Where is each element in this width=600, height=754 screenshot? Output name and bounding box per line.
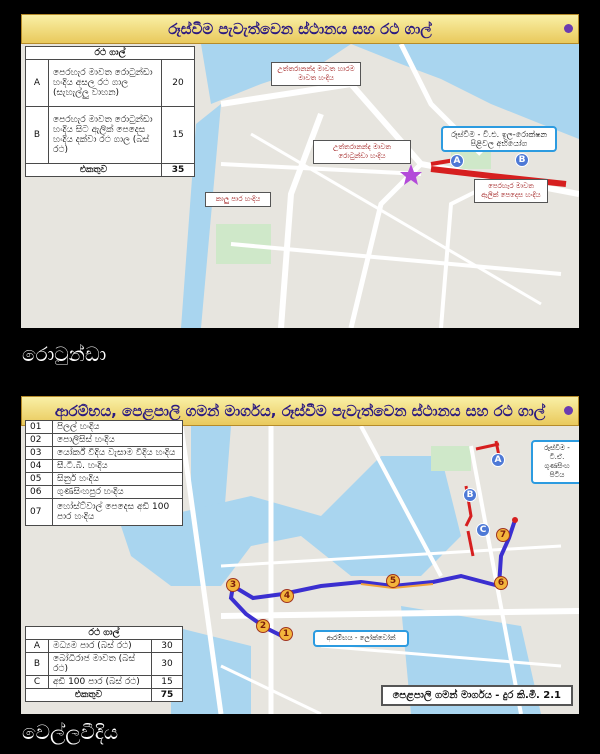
table-row <box>26 434 183 447</box>
junction-name: සිනුර් හංදිය <box>53 473 183 486</box>
row-count: 20 <box>162 60 195 107</box>
callout-junction-3: කාලු පාර හංදිය <box>205 192 271 207</box>
junction-number: 05 <box>26 473 53 486</box>
total-value: 35 <box>162 164 195 177</box>
route-marker-2: 2 <box>256 619 270 633</box>
table-row <box>26 689 183 702</box>
junction-number: 07 <box>26 499 53 526</box>
panel2-title: ආරම්භය, පෙළපාලි ගමන් මාර්ගය, රූස්වීම පැවැත්වෙන ස්ථානය සහ රථ ගාල් <box>21 396 579 426</box>
junction-name: පොලිසිස් හංදිය <box>53 434 183 447</box>
panel1-parking-table <box>25 46 195 177</box>
row-desc: බෝධිරාජ මාවත (බස් රථ) <box>49 653 152 676</box>
caption-wellawidiya: වෙල්ලවීදිය <box>22 720 119 744</box>
row-count: 30 <box>152 640 183 653</box>
row-id: C <box>26 676 49 689</box>
table-row <box>26 447 183 460</box>
panel1-title: රූස්වීම පැවැත්වෙන ස්ථානය සහ රථ ගාල් <box>21 14 579 44</box>
table-row <box>26 653 183 676</box>
table-row <box>26 460 183 473</box>
junction-name: පිලල් හංදිය <box>53 421 183 434</box>
rotunda-map-panel <box>21 14 579 328</box>
route-distance-label: පෙළපාලි ගමන් මාර්ගය - දුර කි.මී. 2.1 <box>381 685 573 706</box>
total-value: 75 <box>152 689 183 702</box>
table-row <box>26 473 183 486</box>
wellawidiya-map-panel <box>21 396 579 714</box>
table-row <box>26 640 183 653</box>
parking-marker-a: A <box>450 154 464 168</box>
table-row <box>26 676 183 689</box>
row-id: A <box>26 640 49 653</box>
venue-callout: රූස්වීම - වී.එ. ඉල-රොක්ෂන පිළිවල අභියෝග <box>441 126 557 152</box>
table-row <box>26 421 183 434</box>
row-desc: පෙරහැර මාවත රොටුන්ඩා හංදිය සිට ඇලික් පෙදෙස හංදිය දක්වා රථ ගාල (බස් රථ) <box>49 107 162 164</box>
parking-marker-c: C <box>476 523 490 537</box>
parking-marker-b: B <box>515 153 529 167</box>
menu-dot-icon <box>564 24 573 33</box>
row-count: 30 <box>152 653 183 676</box>
callout-junction-1: උත්තරානන්ද මාවත හාරම මාවත හංදිය <box>271 62 361 86</box>
menu-dot-icon <box>564 406 573 415</box>
table-row <box>26 164 195 177</box>
row-id: A <box>26 60 49 107</box>
parking-marker-b: B <box>463 488 477 502</box>
row-desc: අඩි 100 පාර (බස් රථ) <box>49 676 152 689</box>
junction-number: 01 <box>26 421 53 434</box>
callout-junction-4: පෙරහැර මාවත ඇලික් පෙදෙස හංදිය <box>474 179 548 203</box>
caption-rotunda: රොටුන්ඩා <box>22 342 107 366</box>
venue-callout: රූස්වීම - ටී.ඒ. ගුණසිංහ පිටිය <box>531 440 579 484</box>
route-marker-6: 6 <box>494 576 508 590</box>
route-junction-table <box>25 420 183 526</box>
junction-name: ගුණසිංහපුර හංදිය <box>53 486 183 499</box>
table-row <box>26 486 183 499</box>
table-row <box>26 499 183 526</box>
junction-number: 03 <box>26 447 53 460</box>
callout-junction-2: උත්තරානන්ද මාවත රොටුන්ඩා හංදිය <box>313 140 411 164</box>
row-count: 15 <box>152 676 183 689</box>
route-marker-5: 5 <box>386 574 400 588</box>
row-count: 15 <box>162 107 195 164</box>
junction-number: 02 <box>26 434 53 447</box>
junction-name: යෝර්ක් වීදිය වැසාම වීදිය හංදිය <box>53 447 183 460</box>
start-callout: ආරම්භය - ලෝක්වෝන් <box>313 630 409 647</box>
row-desc: මධ්‍යම පාර (බස් රථ) <box>49 640 152 653</box>
junction-name: සී.ටී.බී. හංදිය <box>53 460 183 473</box>
row-id: B <box>26 653 49 676</box>
route-marker-1: 1 <box>279 627 293 641</box>
parking-header: රථ ගාල් <box>26 47 195 60</box>
route-marker-3: 3 <box>226 578 240 592</box>
panel2-parking-table <box>25 626 183 702</box>
table-row <box>26 107 195 164</box>
row-id: B <box>26 107 49 164</box>
route-marker-7: 7 <box>496 528 510 542</box>
table-row <box>26 60 195 107</box>
parking-marker-a: A <box>491 453 505 467</box>
row-desc: පෙරහැර මාවත රොටුන්ඩා හංදිය අසල රථ ගාල (සැහැල්ලු වාහන) <box>49 60 162 107</box>
junction-number: 04 <box>26 460 53 473</box>
junction-number: 06 <box>26 486 53 499</box>
junction-name: හෝස්ට්වාල් පෙදෙස අඩි 100 පාර හංදිය <box>53 499 183 526</box>
parking-header: රථ ගාල් <box>26 627 183 640</box>
route-marker-4: 4 <box>280 589 294 603</box>
total-label: එකතුව <box>26 689 152 702</box>
total-label: එකතුව <box>26 164 162 177</box>
